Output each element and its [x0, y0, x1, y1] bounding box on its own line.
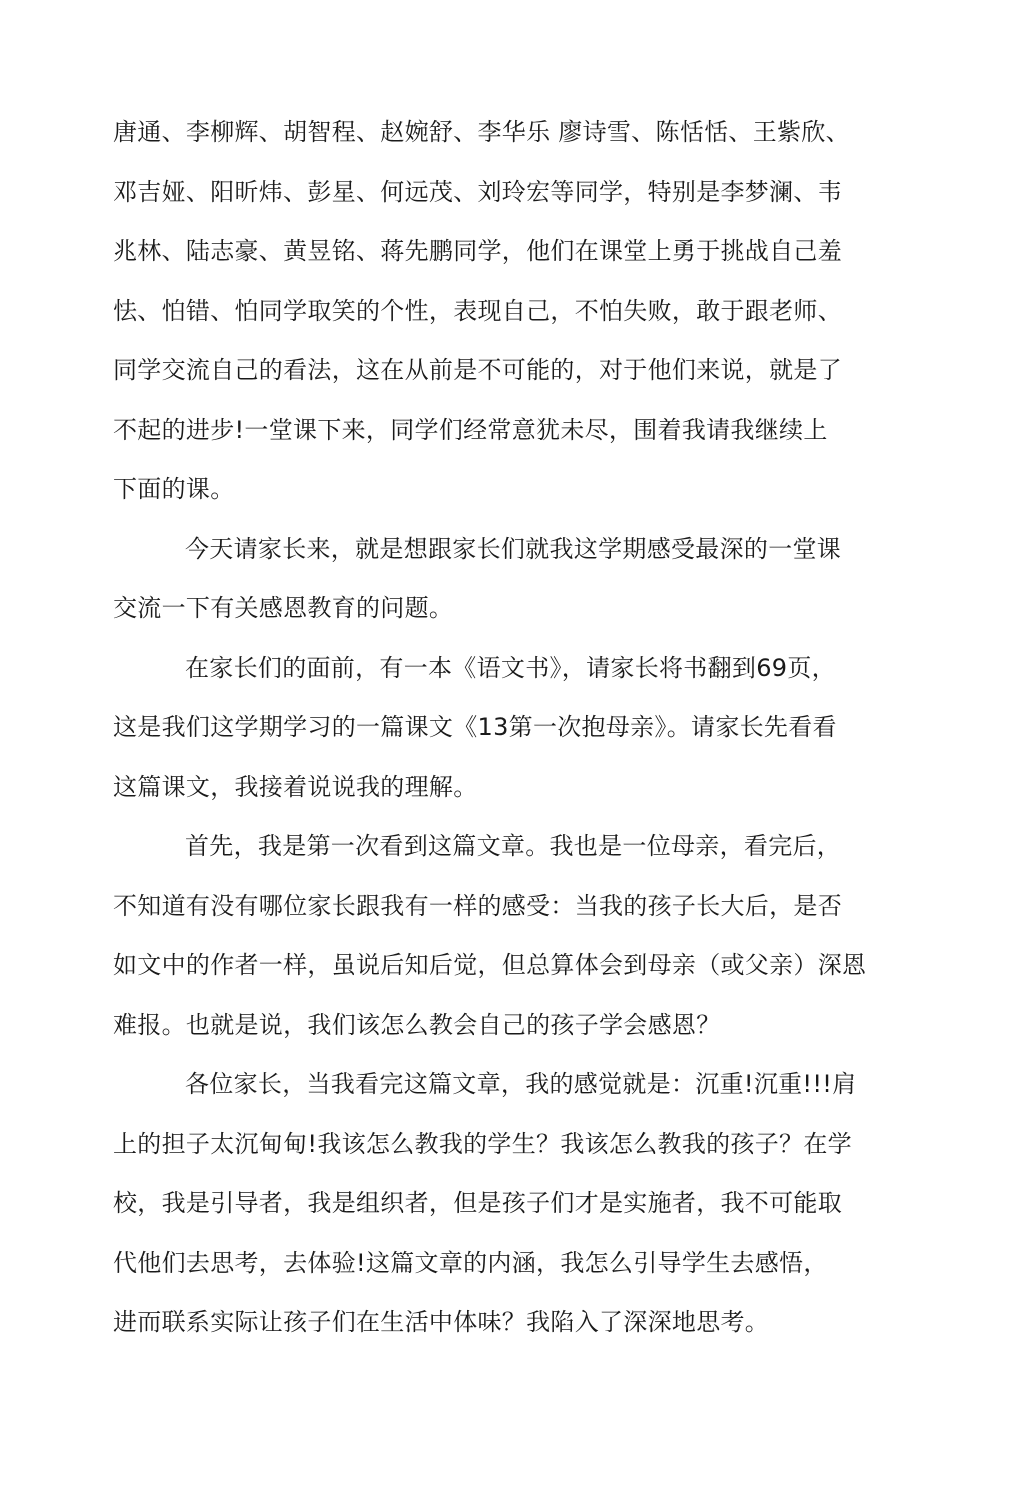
text-line: 兆林、陆志豪、黄昱铭、蒋先鹏同学，他们在课堂上勇于挑战自己羞	[113, 237, 842, 265]
document-body	[113, 103, 903, 1353]
text-line: 同学交流自己的看法，这在从前是不可能的，对于他们来说，就是了	[113, 356, 842, 384]
paragraph-first-line: 各位家长，当我看完这篇文章，我的感觉就是：沉重!沉重!!!肩	[185, 1070, 857, 1098]
text-line: 下面的课。	[113, 475, 235, 503]
text-line: 不知道有没有哪位家长跟我有一样的感受：当我的孩子长大后，是否	[113, 891, 842, 920]
text-line: 邓吉娅、阳昕炜、彭星、何远茂、刘玲宏等同学，特别是李梦澜、韦	[113, 177, 842, 206]
paragraph-first-line: 首先，我是第一次看到这篇文章。我也是一位母亲，看完后，	[185, 832, 842, 860]
text-line: 进而联系实际让孩子们在生活中体味？我陷入了深深地思考。	[113, 1308, 770, 1336]
text-line: 代他们去思考，去体验!这篇文章的内涵，我怎么引导学生去感悟，	[113, 1248, 828, 1277]
text-line: 这篇课文，我接着说说我的理解。	[113, 772, 478, 801]
text-line: 上的担子太沉甸甸!我该怎么教我的学生？我该怎么教我的孩子？在学	[113, 1129, 852, 1158]
text-line: 交流一下有关感恩教育的问题。	[113, 594, 454, 622]
text-line: 这是我们这学期学习的一篇课文《13第一次抱母亲》。请家长先看看	[113, 713, 837, 741]
text-line: 校，我是引导者，我是组织者，但是孩子们才是实施者，我不可能取	[113, 1189, 842, 1217]
text-line: 难报。也就是说，我们该怎么教会自己的孩子学会感恩？	[113, 1010, 721, 1039]
text-line: 不起的进步!一堂课下来，同学们经常意犹未尽，围着我请我继续上	[113, 415, 828, 444]
text-line: 唐通、李柳辉、胡智程、赵婉舒、李华乐 廖诗雪、陈恬恬、王紫欣、	[113, 118, 850, 146]
text-line: 如文中的作者一样，虽说后知后觉，但总算体会到母亲（或父亲）深恩	[113, 951, 867, 979]
paragraph-first-line: 在家长们的面前，有一本《语文书》，请家长将书翻到69页，	[185, 653, 836, 682]
paragraph-first-line: 今天请家长来，就是想跟家长们就我这学期感受最深的一堂课	[185, 534, 842, 563]
text-line: 怯、怕错、怕同学取笑的个性，表现自己，不怕失败，敢于跟老师、	[113, 296, 842, 325]
